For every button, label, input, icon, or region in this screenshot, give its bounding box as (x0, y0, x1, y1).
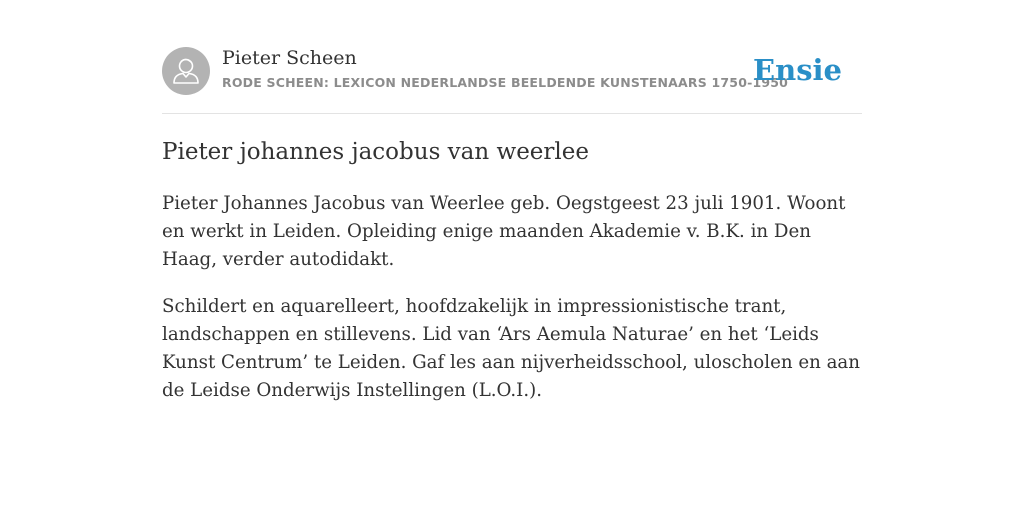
article-title: Pieter johannes jacobus van weerlee (162, 139, 589, 165)
article-header (162, 47, 862, 95)
article-body (162, 190, 862, 424)
header-divider (162, 113, 862, 114)
author-name[interactable]: Pieter Scheen (222, 47, 357, 69)
source-title[interactable]: RODE SCHEEN: LEXICON NEDERLANDSE BEELDENDE KUNSTENAARS 1750-1950 (222, 75, 789, 90)
brand-logo[interactable]: Ensie (753, 53, 842, 87)
user-icon (162, 47, 210, 95)
author-avatar[interactable] (162, 47, 210, 95)
article-paragraph: Schildert en aquarelleert, hoofdzakelijk in impressionistische trant, landschappen en stillevens. Lid van ‘Ars Aemula Naturae’ en het ‘Leids Kunst Centrum’ te Leiden. Gaf les aan nijverheidsschool, uloscholen en aan de Leidse Onderwijs Instellingen (L.O.I.). (162, 296, 860, 401)
article-paragraph: Pieter Johannes Jacobus van Weerlee geb. Oegstgeest 23 juli 1901. Woont en werkt in Leiden. Opleiding enige maanden Akademie v. B.K. in Den Haag, verder autodidakt. (162, 193, 846, 270)
